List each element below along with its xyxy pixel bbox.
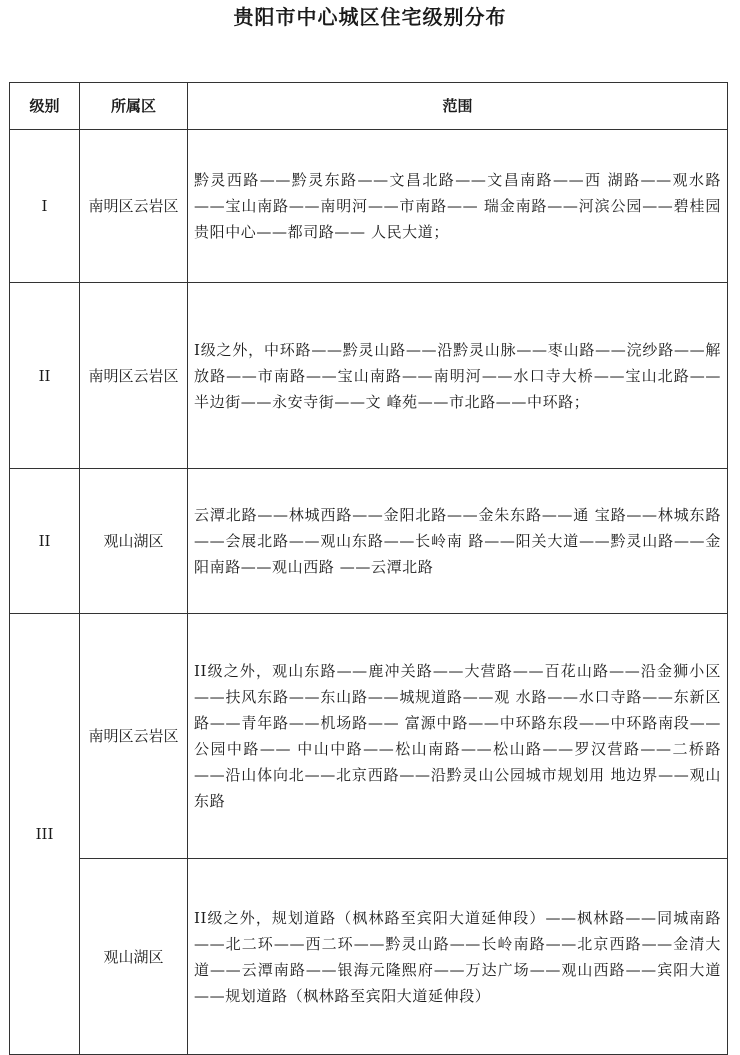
district-cell: 南明区云岩区 xyxy=(80,130,188,283)
header-level: 级别 xyxy=(10,83,80,130)
range-cell: II级之外，观山东路——鹿冲关路——大营路——百花山路——沿金狮小区——扶风东路——东山路——城规道路——观 水路——水口寺路——东新区路——青年路——机场路—— 富源中路——中环路东段——中环路南段——公园中路—— 中山中路——松山南路——松山路——罗汉营路——二桥路 ——沿山体向北——北京西路——沿黔灵山公园城市规划用 地边界——观山东路 xyxy=(188,614,728,859)
table-row xyxy=(10,859,728,1055)
page-title: 贵阳市中心城区住宅级别分布 xyxy=(233,5,507,29)
table-row xyxy=(10,283,728,469)
header-range: 范围 xyxy=(188,83,728,130)
header-district: 所属区 xyxy=(80,83,188,130)
housing-grade-table xyxy=(9,82,728,1055)
table-row xyxy=(10,469,728,614)
range-cell: II级之外，规划道路（枫林路至宾阳大道延伸段）——枫林路——同城南路——北二环——西二环——黔灵山路——长岭南路——北京西路——金清大道——云潭南路——银海元隆熙府——万达广场——观山西路——宾阳大道——规划道路（枫林路至宾阳大道延伸段） xyxy=(188,859,728,1055)
district-cell: 南明区云岩区 xyxy=(80,614,188,859)
table-row xyxy=(10,614,728,859)
district-cell: 观山湖区 xyxy=(80,859,188,1055)
table-header-row xyxy=(10,83,728,130)
district-cell: 南明区云岩区 xyxy=(80,283,188,469)
table-row xyxy=(10,130,728,283)
district-cell: 观山湖区 xyxy=(80,469,188,614)
level-cell: II xyxy=(10,283,80,469)
level-cell: I xyxy=(10,130,80,283)
range-cell: I级之外，中环路——黔灵山路——沿黔灵山脉——枣山路——浣纱路——解放路——市南路——宝山南路——南明河——水口寺大桥——宝山北路——半边街——永安寺街——文 峰苑——市北路——中环路； xyxy=(188,283,728,469)
range-cell: 黔灵西路——黔灵东路——文昌北路——文昌南路——西 湖路——观水路——宝山南路——南明河——市南路—— 瑞金南路——河滨公园——碧桂园贵阳中心——都司路—— 人民大道； xyxy=(188,130,728,283)
level-cell: II xyxy=(10,469,80,614)
range-cell: 云潭北路——林城西路——金阳北路——金朱东路——通 宝路——林城东路——会展北路——观山东路——长岭南 路——阳关大道——黔灵山路——金阳南路——观山西路 ——云潭北路 xyxy=(188,469,728,614)
level-cell: III xyxy=(10,614,80,1055)
